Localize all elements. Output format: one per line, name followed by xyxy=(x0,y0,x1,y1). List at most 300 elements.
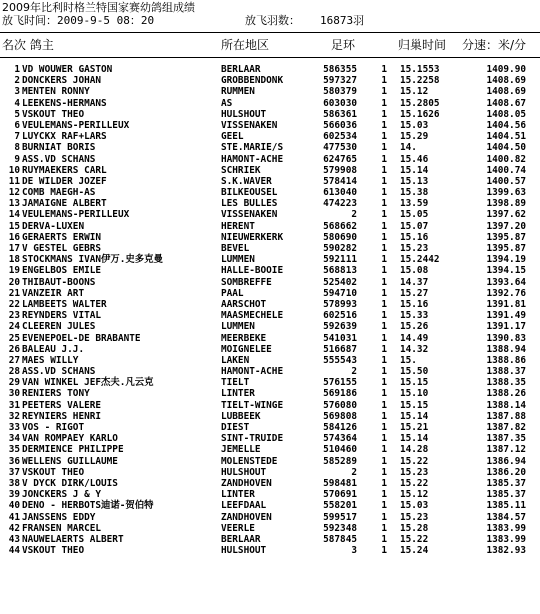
ring-code-cell: 2 xyxy=(351,466,357,478)
sequence-cell: 1 xyxy=(381,321,387,333)
table-row xyxy=(0,467,540,478)
ring-code-cell: 541031 xyxy=(323,332,357,344)
fancier-name-cell: VAN ROMPAEY KARLO xyxy=(22,433,118,445)
fancier-name-cell: FRANSEN MARCEL xyxy=(22,522,102,534)
ring-code-cell: 3 xyxy=(351,545,357,557)
arrival-time-cell: 14.37 xyxy=(400,276,429,288)
rank-cell: 25 xyxy=(8,332,20,344)
fancier-name-cell: LUYCKX RAF+LARS xyxy=(22,131,107,143)
rank-cell: 10 xyxy=(8,164,20,176)
area-cell: ZANDHOVEN xyxy=(221,477,272,489)
rank-cell: 24 xyxy=(8,321,20,333)
arrival-time-cell: 15.22 xyxy=(400,533,429,545)
sequence-cell: 1 xyxy=(381,142,387,154)
table-row xyxy=(0,299,540,310)
fancier-name-cell: BURNIAT BORIS xyxy=(22,142,96,154)
speed-cell: 1386.20 xyxy=(486,466,526,478)
arrival-time-cell: 13.59 xyxy=(400,198,429,210)
arrival-time-cell: 15.05 xyxy=(400,209,429,221)
fancier-name-cell: ASS.VD SCHANS xyxy=(22,153,96,165)
fancier-name-cell: JANSSENS EDDY xyxy=(22,511,96,523)
fancier-name-cell: RENIERS TONY xyxy=(22,388,90,400)
arrival-time-cell: 15.12 xyxy=(400,86,429,98)
fancier-name-cell: DERVA-LUXEN xyxy=(22,220,85,232)
sequence-cell: 1 xyxy=(381,265,387,277)
table-row xyxy=(0,377,540,388)
rank-cell: 27 xyxy=(8,354,20,366)
fancier-name-cell: EVENEPOEL-DE BRABANTE xyxy=(22,332,141,344)
ring-code-cell: 597327 xyxy=(323,75,357,87)
area-cell: HALLE-BOOIE xyxy=(221,265,284,277)
speed-cell: 1391.17 xyxy=(486,321,526,333)
birds-count-label: 放飞羽数： xyxy=(245,14,300,27)
table-row xyxy=(0,243,540,254)
speed-cell: 1393.64 xyxy=(486,276,526,288)
fancier-name-cell: NAUWELAERTS ALBERT xyxy=(22,533,124,545)
sequence-cell: 1 xyxy=(381,477,387,489)
table-row xyxy=(0,512,540,523)
fancier-name-cell: CLEEREN JULES xyxy=(22,321,96,333)
rank-cell: 31 xyxy=(8,399,20,411)
sequence-cell: 1 xyxy=(381,198,387,210)
area-cell: AARSCHOT xyxy=(221,298,267,310)
area-cell: NIEUWERKERK xyxy=(221,231,284,243)
header-rank-name: 名次 鸽主 xyxy=(2,38,54,52)
rank-cell: 30 xyxy=(8,388,20,400)
ring-code-cell: 613040 xyxy=(323,187,357,199)
rank-cell: 41 xyxy=(8,511,20,523)
area-cell: MEERBEKE xyxy=(221,332,267,344)
rank-cell: 34 xyxy=(8,433,20,445)
ring-code-cell: 555543 xyxy=(323,354,357,366)
speed-cell: 1399.63 xyxy=(486,187,526,199)
arrival-time-cell: 15.15 xyxy=(400,399,429,411)
rank-cell: 13 xyxy=(8,198,20,210)
area-cell: LES BULLES xyxy=(221,198,278,210)
fancier-name-cell: GERAERTS ERWIN xyxy=(22,231,102,243)
speed-cell: 1383.99 xyxy=(486,522,526,534)
ring-code-cell: 592639 xyxy=(323,321,357,333)
table-row xyxy=(0,131,540,142)
area-cell: MOIGNELEE xyxy=(221,343,272,355)
ring-code-cell: 568813 xyxy=(323,265,357,277)
area-cell: LEEFDAAL xyxy=(221,500,267,512)
table-row xyxy=(0,523,540,534)
arrival-time-cell: 14. xyxy=(400,142,417,154)
arrival-time-cell: 15.24 xyxy=(400,545,429,557)
speed-cell: 1386.94 xyxy=(486,455,526,467)
sequence-cell: 1 xyxy=(381,422,387,433)
sequence-cell: 1 xyxy=(381,119,387,131)
sequence-cell: 1 xyxy=(381,75,387,87)
area-cell: ZANDHOVEN xyxy=(221,511,272,523)
rank-cell: 29 xyxy=(8,377,20,389)
table-row xyxy=(0,277,540,288)
table-row xyxy=(0,366,540,377)
sequence-cell: 1 xyxy=(381,511,387,523)
arrival-time-cell: 15.16 xyxy=(400,231,429,243)
area-cell: SINT-TRUIDE xyxy=(221,433,284,445)
sequence-cell: 1 xyxy=(381,153,387,165)
table-row xyxy=(0,388,540,399)
sequence-cell: 1 xyxy=(381,243,387,254)
fancier-name-cell: COMB MAEGH-AS xyxy=(22,187,96,199)
rank-cell: 43 xyxy=(8,533,20,545)
rank-cell: 16 xyxy=(8,231,20,243)
fancier-name-cell: MAES WILLY xyxy=(22,354,79,366)
fancier-name-cell: VEULEMANS-PERILLEUX xyxy=(22,119,130,131)
rank-cell: 6 xyxy=(14,119,20,131)
sequence-cell: 1 xyxy=(381,522,387,534)
speed-cell: 1404.51 xyxy=(486,131,526,143)
speed-cell: 1394.19 xyxy=(486,254,526,266)
area-cell: LUMMEN xyxy=(221,254,255,266)
table-row xyxy=(0,232,540,243)
sequence-cell: 1 xyxy=(381,410,387,422)
arrival-time-cell: 15.07 xyxy=(400,220,429,232)
arrival-time-cell: 15.14 xyxy=(400,164,429,176)
arrival-time-cell: 15.14 xyxy=(400,410,429,422)
arrival-time-cell: 15.08 xyxy=(400,265,429,277)
speed-cell: 1385.11 xyxy=(486,500,526,512)
fancier-name-cell: V GESTEL GEBRS xyxy=(22,243,102,254)
sequence-cell: 1 xyxy=(381,545,387,557)
arrival-time-cell: 15.2805 xyxy=(400,97,440,109)
arrival-time-cell: 15.14 xyxy=(400,433,429,445)
speed-cell: 1397.62 xyxy=(486,209,526,221)
ring-code-cell: 474223 xyxy=(323,198,357,210)
speed-cell: 1387.12 xyxy=(486,444,526,456)
rank-cell: 12 xyxy=(8,187,20,199)
table-row xyxy=(0,310,540,321)
sequence-cell: 1 xyxy=(381,64,387,75)
table-row xyxy=(0,500,540,511)
table-header xyxy=(0,37,540,53)
header-divider xyxy=(0,57,540,58)
ring-code-cell: 579908 xyxy=(323,164,357,176)
ring-code-cell: 590282 xyxy=(323,243,357,254)
area-cell: HERENT xyxy=(221,220,255,232)
ring-code-cell: 570691 xyxy=(323,489,357,501)
speed-cell: 1395.87 xyxy=(486,231,526,243)
ring-code-cell: 584126 xyxy=(323,422,357,433)
rank-cell: 8 xyxy=(14,142,20,154)
sequence-cell: 1 xyxy=(381,287,387,299)
rank-cell: 19 xyxy=(8,265,20,277)
area-cell: VEERLE xyxy=(221,522,255,534)
arrival-time-cell: 15.28 xyxy=(400,522,429,534)
area-cell: BERLAAR xyxy=(221,64,261,75)
fancier-name-cell: STOCKMANS IVAN伊万.史多克曼 xyxy=(22,254,163,266)
sequence-cell: 1 xyxy=(381,489,387,501)
ring-code-cell: 602534 xyxy=(323,131,357,143)
speed-cell: 1408.69 xyxy=(486,86,526,98)
table-row xyxy=(0,400,540,411)
fancier-name-cell: VSKOUT THEO xyxy=(22,466,85,478)
sequence-cell: 1 xyxy=(381,86,387,98)
area-cell: SOMBREFFE xyxy=(221,276,272,288)
area-cell: LUBBEEK xyxy=(221,410,261,422)
ring-code-cell: 576080 xyxy=(323,399,357,411)
ring-code-cell: 569186 xyxy=(323,388,357,400)
area-cell: JEMELLE xyxy=(221,444,261,456)
area-cell: PAAL xyxy=(221,287,244,299)
rank-cell: 22 xyxy=(8,298,20,310)
rank-cell: 7 xyxy=(14,131,20,143)
table-row xyxy=(0,321,540,332)
speed-cell: 1387.82 xyxy=(486,422,526,433)
rank-cell: 11 xyxy=(8,175,20,187)
area-cell: LINTER xyxy=(221,489,255,501)
area-cell: STE.MARIE/S xyxy=(221,142,284,154)
arrival-time-cell: 15.15 xyxy=(400,377,429,389)
fancier-name-cell: ASS.VD SCHANS xyxy=(22,366,96,378)
sequence-cell: 1 xyxy=(381,399,387,411)
area-cell: LAKEN xyxy=(221,354,250,366)
rank-cell: 36 xyxy=(8,455,20,467)
fancier-name-cell: VAN WINKEL JEF杰夫.凡云克 xyxy=(22,377,154,389)
speed-cell: 1408.67 xyxy=(486,97,526,109)
arrival-time-cell: 15.16 xyxy=(400,298,429,310)
results-table xyxy=(0,64,540,556)
rank-cell: 9 xyxy=(14,153,20,165)
table-row xyxy=(0,165,540,176)
table-row xyxy=(0,489,540,500)
arrival-time-cell: 15.23 xyxy=(400,243,429,254)
speed-cell: 1384.57 xyxy=(486,511,526,523)
fancier-name-cell: JAMAIGNE ALBERT xyxy=(22,198,107,210)
rank-cell: 32 xyxy=(8,410,20,422)
ring-code-cell: 592111 xyxy=(323,254,357,266)
rank-cell: 38 xyxy=(8,477,20,489)
ring-code-cell: 599517 xyxy=(323,511,357,523)
sequence-cell: 1 xyxy=(381,310,387,322)
speed-cell: 1394.15 xyxy=(486,265,526,277)
top-divider xyxy=(0,32,540,33)
fancier-name-cell: REYNDERS VITAL xyxy=(22,310,102,322)
rank-cell: 35 xyxy=(8,444,20,456)
rank-cell: 1 xyxy=(14,64,20,75)
rank-cell: 39 xyxy=(8,489,20,501)
sequence-cell: 1 xyxy=(381,466,387,478)
speed-cell: 1404.56 xyxy=(486,119,526,131)
sequence-cell: 1 xyxy=(381,209,387,221)
table-row xyxy=(0,109,540,120)
fancier-name-cell: VEULEMANS-PERILLEUX xyxy=(22,209,130,221)
speed-cell: 1398.89 xyxy=(486,198,526,210)
sequence-cell: 1 xyxy=(381,97,387,109)
table-row xyxy=(0,534,540,545)
area-cell: GEEL xyxy=(221,131,244,143)
fancier-name-cell: DE WILDER JOZEF xyxy=(22,175,107,187)
rank-cell: 21 xyxy=(8,287,20,299)
area-cell: HAMONT-ACHE xyxy=(221,366,284,378)
arrival-time-cell: 15.21 xyxy=(400,422,429,433)
area-cell: BERLAAR xyxy=(221,533,261,545)
rank-cell: 44 xyxy=(8,545,20,557)
arrival-time-cell: 15.23 xyxy=(400,511,429,523)
sequence-cell: 1 xyxy=(381,455,387,467)
ring-code-cell: 569808 xyxy=(323,410,357,422)
sequence-cell: 1 xyxy=(381,164,387,176)
fancier-name-cell: MENTEN RONNY xyxy=(22,86,90,98)
area-cell: AS xyxy=(221,97,233,109)
sequence-cell: 1 xyxy=(381,388,387,400)
header-code: 足环 xyxy=(331,38,356,52)
table-row xyxy=(0,344,540,355)
speed-cell: 1382.93 xyxy=(486,545,526,557)
area-cell: MAASMECHELE xyxy=(221,310,284,322)
arrival-time-cell: 15.27 xyxy=(400,287,429,299)
table-row xyxy=(0,209,540,220)
page-title: 2009年比利时格兰特国家赛幼鸽组成绩 xyxy=(2,1,195,14)
speed-cell: 1388.35 xyxy=(486,377,526,389)
speed-cell: 1390.83 xyxy=(486,332,526,344)
ring-code-cell: 586361 xyxy=(323,108,357,120)
speed-cell: 1392.76 xyxy=(486,287,526,299)
ring-code-cell: 525402 xyxy=(323,276,357,288)
sequence-cell: 1 xyxy=(381,108,387,120)
arrival-time-cell: 15.03 xyxy=(400,119,429,131)
ring-code-cell: 558201 xyxy=(323,500,357,512)
area-cell: TIELT xyxy=(221,377,250,389)
rank-cell: 40 xyxy=(8,500,20,512)
rank-cell: 5 xyxy=(14,108,20,120)
table-row xyxy=(0,444,540,455)
sequence-cell: 1 xyxy=(381,343,387,355)
area-cell: HAMONT-ACHE xyxy=(221,153,284,165)
table-row xyxy=(0,545,540,556)
speed-cell: 1383.99 xyxy=(486,533,526,545)
ring-code-cell: 580690 xyxy=(323,231,357,243)
speed-cell: 1395.87 xyxy=(486,243,526,254)
speed-cell: 1400.74 xyxy=(486,164,526,176)
arrival-time-cell: 15.2442 xyxy=(400,254,440,266)
rank-cell: 3 xyxy=(14,86,20,98)
arrival-time-cell: 15.10 xyxy=(400,388,429,400)
ring-code-cell: 580379 xyxy=(323,86,357,98)
header-area: 所在地区 xyxy=(221,38,270,52)
speed-cell: 1391.49 xyxy=(486,310,526,322)
arrival-time-cell: 15.26 xyxy=(400,321,429,333)
fancier-name-cell: ENGELBOS EMILE xyxy=(22,265,102,277)
rank-cell: 2 xyxy=(14,75,20,87)
fancier-name-cell: VSKOUT THEO xyxy=(22,545,85,557)
ring-code-cell: 477530 xyxy=(323,142,357,154)
arrival-time-cell: 15.03 xyxy=(400,500,429,512)
ring-code-cell: 568662 xyxy=(323,220,357,232)
speed-cell: 1387.88 xyxy=(486,410,526,422)
sequence-cell: 1 xyxy=(381,433,387,445)
arrival-time-cell: 15.12 xyxy=(400,489,429,501)
table-row xyxy=(0,355,540,366)
speed-cell: 1388.94 xyxy=(486,343,526,355)
speed-cell: 1409.90 xyxy=(486,64,526,75)
rank-cell: 18 xyxy=(8,254,20,266)
fancier-name-cell: VANZEIR ART xyxy=(22,287,85,299)
ring-code-cell: 2 xyxy=(351,366,357,378)
fancier-name-cell: LAMBEETS WALTER xyxy=(22,298,107,310)
fancier-name-cell: THIBAUT-BOONS xyxy=(22,276,96,288)
arrival-time-cell: 14.28 xyxy=(400,444,429,456)
arrival-time-cell: 15.1626 xyxy=(400,108,440,120)
table-row xyxy=(0,288,540,299)
fancier-name-cell: JONCKERS J & Y xyxy=(22,489,102,501)
ring-code-cell: 603030 xyxy=(323,97,357,109)
area-cell: HULSHOUT xyxy=(221,466,267,478)
table-row xyxy=(0,154,540,165)
ring-code-cell: 578414 xyxy=(323,175,357,187)
ring-code-cell: 566036 xyxy=(323,119,357,131)
rank-cell: 26 xyxy=(8,343,20,355)
ring-code-cell: 2 xyxy=(351,209,357,221)
ring-code-cell: 585289 xyxy=(323,455,357,467)
arrival-time-cell: 15.13 xyxy=(400,175,429,187)
fancier-name-cell: LEEKENS-HERMANS xyxy=(22,97,107,109)
table-row xyxy=(0,411,540,422)
speed-cell: 1385.37 xyxy=(486,477,526,489)
ring-code-cell: 578993 xyxy=(323,298,357,310)
fancier-name-cell: WELLENS GUILLAUME xyxy=(22,455,118,467)
rank-cell: 4 xyxy=(14,97,20,109)
sequence-cell: 1 xyxy=(381,254,387,266)
fancier-name-cell: DONCKERS JOHAN xyxy=(22,75,102,87)
ring-code-cell: 516687 xyxy=(323,343,357,355)
release-info xyxy=(2,14,538,28)
table-row xyxy=(0,456,540,467)
sequence-cell: 1 xyxy=(381,175,387,187)
speed-cell: 1388.37 xyxy=(486,366,526,378)
table-row xyxy=(0,98,540,109)
area-cell: LUMMEN xyxy=(221,321,255,333)
sequence-cell: 1 xyxy=(381,500,387,512)
arrival-time-cell: 15.38 xyxy=(400,187,429,199)
fancier-name-cell: BALEAU J.J. xyxy=(22,343,85,355)
ring-code-cell: 510460 xyxy=(323,444,357,456)
area-cell: TIELT-WINGE xyxy=(221,399,284,411)
ring-code-cell: 574364 xyxy=(323,433,357,445)
ring-code-cell: 592348 xyxy=(323,522,357,534)
speed-cell: 1385.37 xyxy=(486,489,526,501)
sequence-cell: 1 xyxy=(381,354,387,366)
speed-cell: 1388.14 xyxy=(486,399,526,411)
sequence-cell: 1 xyxy=(381,276,387,288)
ring-code-cell: 598481 xyxy=(323,477,357,489)
arrival-time-cell: 15.50 xyxy=(400,366,429,378)
speed-cell: 1388.26 xyxy=(486,388,526,400)
fancier-name-cell: V DYCK DIRK/LOUIS xyxy=(22,477,118,489)
table-row xyxy=(0,433,540,444)
release-time: 放飞时间：2009-9-5 08：20 xyxy=(2,14,155,27)
arrival-time-cell: 15.29 xyxy=(400,131,429,143)
sequence-cell: 1 xyxy=(381,366,387,378)
fancier-name-cell: PEETERS VALERE xyxy=(22,399,102,411)
area-cell: HULSHOUT xyxy=(221,108,267,120)
sequence-cell: 1 xyxy=(381,332,387,344)
arrival-time-cell: 14.49 xyxy=(400,332,429,344)
arrival-time-cell: 15.22 xyxy=(400,477,429,489)
arrival-time-cell: 15.1553 xyxy=(400,64,440,75)
rank-cell: 37 xyxy=(8,466,20,478)
table-row xyxy=(0,86,540,97)
rank-cell: 14 xyxy=(8,209,20,221)
ring-code-cell: 587845 xyxy=(323,533,357,545)
ring-code-cell: 602516 xyxy=(323,310,357,322)
speed-cell: 1408.69 xyxy=(486,75,526,87)
rank-cell: 17 xyxy=(8,243,20,254)
table-row xyxy=(0,187,540,198)
area-cell: SCHRIEK xyxy=(221,164,261,176)
